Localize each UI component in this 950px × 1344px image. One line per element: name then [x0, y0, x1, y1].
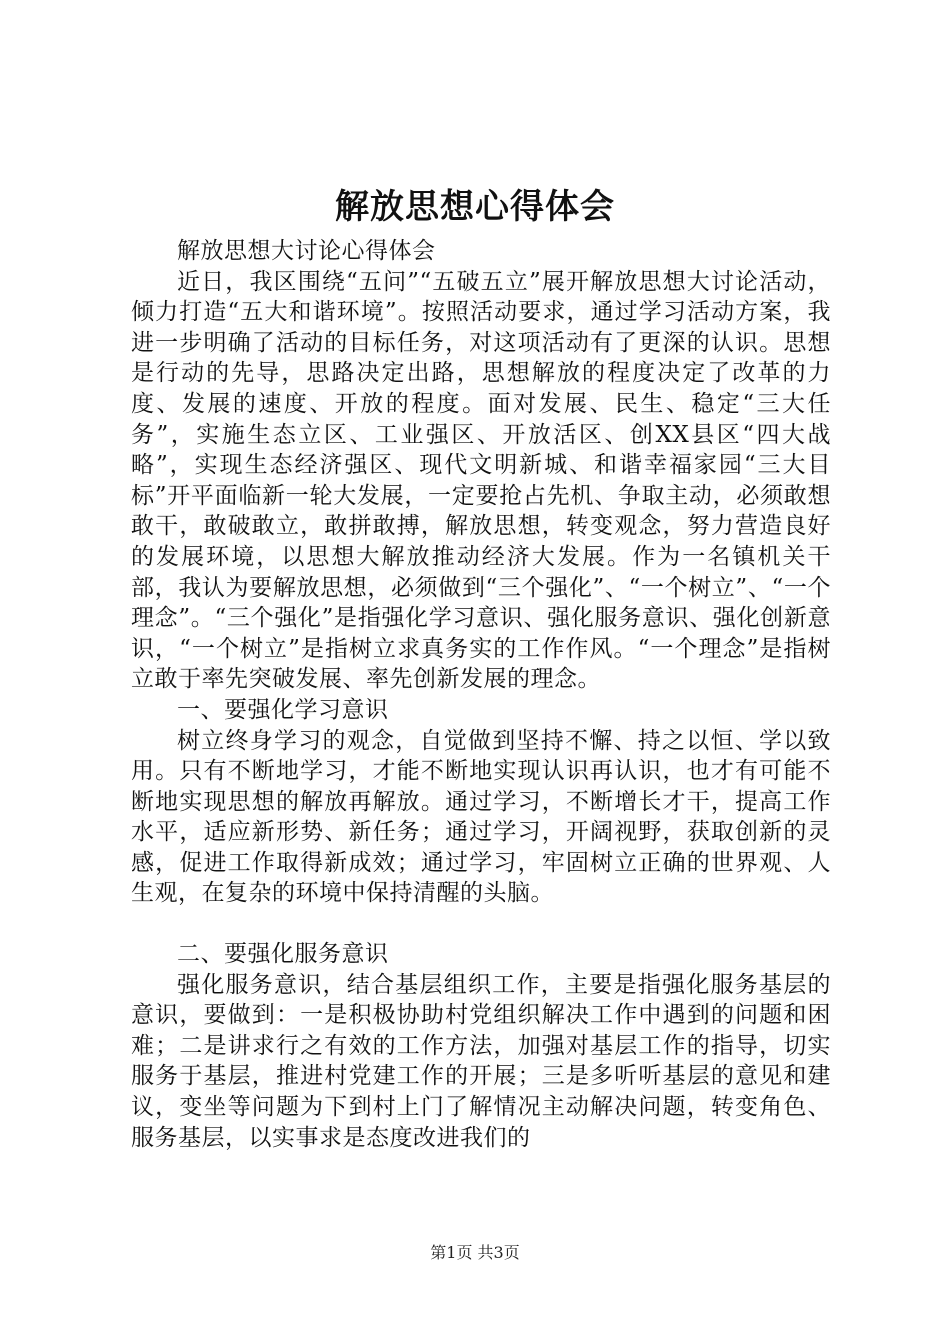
section-1-paragraph: 树立终身学习的观念，自觉做到坚持不懈、持之以恒、学以致用。只有不断地学习，才能不断地实现认识再认识，也才有可能不断地实现思想的解放再解放。通过学习，不断增长才干，提高工作水平，适应新形势、新任务；通过学习，开阔视野，获取创新的灵感，促进工作取得新成效；通过学习，牢固树立正确的世界观、人生观，在复杂的环境中保持清醒的头脑。: [131, 727, 831, 907]
document-body: [131, 236, 831, 1153]
section-heading-2: 二、要强化服务意识: [177, 941, 389, 968]
document-title: 解放思想心得体会: [335, 187, 615, 227]
subtitle-paragraph: 解放思想大讨论心得体会: [177, 238, 436, 264]
page-number-footer: 第1页 共3页: [430, 1243, 520, 1262]
section-2-paragraph: 强化服务意识，结合基层组织工作，主要是指强化服务基层的意识，要做到：一是积极协助村党组织解决工作中遇到的问题和困难；二是讲求行之有效的工作方法，加强对基层工作的指导，切实服务于基层，推进村党建工作的开展；三是多听听基层的意见和建议，变坐等问题为下到村上门了解情况主动解决问题，转变角色、服务基层，以实事求是态度改进我们的: [131, 971, 831, 1151]
section-heading-1: 一、要强化学习意识: [177, 696, 389, 723]
intro-paragraph: 近日，我区围绕“五问”“五破五立”展开解放思想大讨论活动，倾力打造“五大和谐环境”。按照活动要求，通过学习活动方案，我进一步明确了活动的目标任务，对这项活动有了更深的认识。思想是行动的先导，思路决定出路，思想解放的程度决定了改革的力度、发展的速度、开放的程度。面对发展、民生、稳定“三大任务”，实施生态立区、工业强区、开放活区、创XX县区“四大战略”，实现生态经济强区、现代文明新城、和谐幸福家园“三大目标”开平面临新一轮大发展，一定要抢占先机、争取主动，必须敢想敢干，敢破敢立，敢拼敢搏，解放思想，转变观念，努力营造良好的发展环境，以思想大解放推动经济大发展。作为一名镇机关干部，我认为要解放思想，必须做到“三个强化”、“一个树立”、“一个理念”。“三个强化”是指强化学习意识、强化服务意识、强化创新意识，“一个树立”是指树立求真务实的工作作风。“一个理念”是指树立敢于率先突破发展、率先创新发展的理念。: [131, 268, 831, 693]
